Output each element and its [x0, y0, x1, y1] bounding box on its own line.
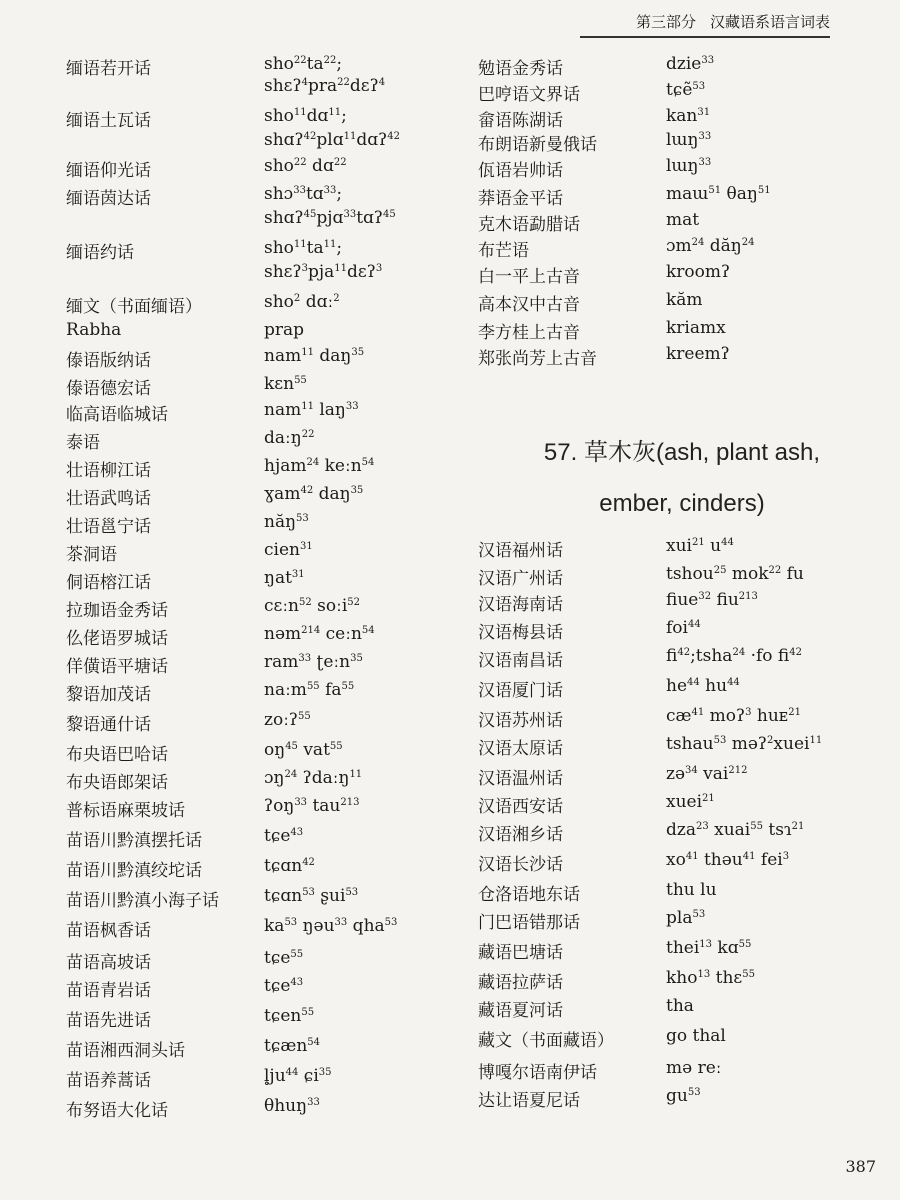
language-name: 仓洛语地东话	[478, 885, 580, 905]
word-form: tshou$^{25}$ mok$^{22}$ fu	[666, 564, 804, 584]
entry-row	[0, 1036, 470, 1062]
word-form: ɔŋ$^{24}$ ʔdaːŋ$^{11}$	[264, 768, 363, 788]
entry-row	[470, 646, 900, 672]
entry-row	[470, 564, 900, 590]
word-form: kriamx	[666, 318, 726, 338]
entry-row	[0, 320, 470, 346]
entry-row	[0, 540, 470, 566]
language-name: 白一平上古音	[478, 267, 580, 287]
entry-row	[0, 106, 470, 132]
language-name: 佯僙语平塘话	[66, 657, 168, 677]
entry-row	[0, 680, 470, 706]
word-form: kan$^{31}$	[666, 106, 711, 126]
language-name: 缅语仰光话	[66, 161, 151, 181]
language-name: 勉语金秀话	[478, 59, 563, 79]
word-form: nam$^{11}$ daŋ$^{35}$	[264, 346, 365, 366]
entry-row	[0, 652, 470, 678]
section-heading-line-2: ember, cinders)	[599, 490, 765, 517]
word-form: sho$^{22}$ dɑ$^{22}$	[264, 156, 347, 176]
entry-row	[470, 1058, 900, 1084]
language-name: 佤语岩帅话	[478, 161, 563, 181]
header-part: 第三部分	[635, 13, 696, 31]
entry-row	[470, 210, 900, 236]
section-heading-line-1: 57. 草木灰(ash, plant ash,	[543, 439, 821, 466]
entry-row	[0, 1066, 470, 1092]
language-name: 巴哼语文界话	[478, 85, 580, 105]
language-name: 博嘎尔语南伊话	[478, 1063, 597, 1083]
word-form: prap	[264, 320, 305, 340]
language-name: Rabha	[66, 320, 122, 340]
entry-row	[470, 54, 900, 80]
entry-row	[0, 512, 470, 538]
language-name: 汉语福州话	[478, 541, 563, 561]
entry-row	[470, 590, 900, 616]
word-form: foi$^{44}$	[666, 618, 701, 638]
entry-row	[470, 106, 900, 132]
word-form: nam$^{11}$ laŋ$^{33}$	[264, 400, 359, 420]
language-name: 傣语版纳话	[66, 351, 151, 371]
language-name: 汉语广州话	[478, 569, 563, 589]
entry-row	[470, 1086, 900, 1112]
word-form: $he^{44}$ $hu^{44}$	[666, 676, 740, 696]
entry-row	[470, 820, 900, 846]
word-form: $l̥ju^{44}$ ɕi$^{35}$	[264, 1066, 332, 1086]
entry-row	[0, 826, 470, 852]
entry-row	[0, 596, 470, 622]
language-name: 汉语西安话	[478, 797, 563, 817]
word-form: $fi^{42};tsha^{24} \cdot fo$ $fi^{42}$	[666, 646, 802, 666]
entry-row	[470, 156, 900, 182]
word-form: sho$^{11}$dɑ$^{11}$;	[264, 106, 347, 126]
entry-row	[470, 618, 900, 644]
language-name: 布努语大化话	[66, 1101, 168, 1121]
word-form: shɑʔ$^{45}$pjɑ$^{33}$tɑʔ$^{45}$	[264, 208, 396, 228]
word-form: kho$^{13}$ thɛ$^{55}$	[666, 968, 755, 988]
language-name: 布央语巴哈话	[66, 745, 168, 765]
entry-row	[0, 710, 470, 736]
word-form: $cæ^{41}$ moʔ$^3$ huᴇ$^{21}$	[666, 706, 801, 726]
word-form: pla$^{53}$	[666, 908, 706, 928]
word-form: xuei$^{21}$	[666, 792, 715, 812]
language-name: 苗语川黔滇摆托话	[66, 831, 202, 851]
entry-row	[0, 208, 470, 234]
entry-row	[0, 400, 470, 426]
language-name: 苗语养蒿话	[66, 1071, 151, 1091]
language-name: 莽语金平话	[478, 189, 563, 209]
word-form: tɕe$^{43}$	[264, 826, 304, 846]
entry-row	[470, 968, 900, 994]
word-form: naːm$^{55}$ $fa^{55}$	[264, 680, 355, 700]
language-name: 壮语邕宁话	[66, 517, 151, 537]
language-name: 缅语约话	[66, 243, 134, 263]
word-form: θhuŋ$^{33}$	[264, 1096, 320, 1116]
language-name: 藏文（书面藏语）	[478, 1031, 614, 1051]
entry-row	[470, 938, 900, 964]
language-name: 拉珈语金秀话	[66, 601, 168, 621]
language-name: 泰语	[66, 433, 100, 453]
language-name: 汉语苏州话	[478, 711, 563, 731]
language-name: 苗语青岩话	[66, 981, 151, 1001]
entry-row	[470, 344, 900, 370]
entry-row	[0, 238, 470, 264]
language-name: 苗语枫香话	[66, 921, 151, 941]
language-name: 布央语郎架话	[66, 773, 168, 793]
entry-row	[470, 130, 900, 156]
word-form: tɕɑn$^{42}$	[264, 856, 315, 876]
word-form: $ka^{53}$ ŋəu$^{33}$ qha$^{53}$	[264, 916, 398, 936]
word-form: tɕen$^{55}$	[264, 1006, 315, 1026]
language-name: 汉语长沙话	[478, 855, 563, 875]
word-form: ŋat$^{31}$	[264, 568, 305, 588]
entry-row	[0, 740, 470, 766]
entry-row	[0, 428, 470, 454]
word-form: sho$^2$ dɑː$^2$	[264, 292, 340, 312]
language-name: 汉语海南话	[478, 595, 563, 615]
entry-row	[0, 624, 470, 650]
word-form: $xo^{41}$ thəu$^{41}$ fei$^3$	[666, 850, 790, 870]
entry-row	[0, 76, 470, 102]
word-form: thu lu	[666, 880, 717, 900]
entry-row	[470, 908, 900, 934]
language-name: 普标语麻栗坡话	[66, 801, 185, 821]
word-form: dzie$^{33}$	[666, 54, 715, 74]
language-name: 高本汉中古音	[478, 295, 580, 315]
word-form: go thal	[666, 1026, 726, 1046]
language-name: 布芒语	[478, 241, 529, 261]
entry-row	[0, 346, 470, 372]
language-name: 汉语南昌话	[478, 651, 563, 671]
word-form: kăm	[666, 290, 703, 310]
word-form: xui$^{21}$ $u^{44}$	[666, 536, 734, 556]
word-form: dza$^{23}$ xuai$^{55}$ tsɿ$^{21}$	[666, 820, 805, 840]
word-form: mat	[666, 210, 700, 230]
word-form: fiue$^{32}$ fiu$^{213}$	[666, 590, 758, 610]
entry-row	[470, 236, 900, 262]
word-form: kɛn$^{55}$	[264, 374, 307, 394]
language-name: 达让语夏尼话	[478, 1091, 580, 1111]
entry-row	[0, 130, 470, 156]
language-name: 茶洞语	[66, 545, 117, 565]
language-name: 缅语若开话	[66, 59, 151, 79]
entry-row	[0, 568, 470, 594]
word-form: tɕe$^{55}$	[264, 948, 304, 968]
entry-row	[0, 886, 470, 912]
word-form: nəm$^{214}$ ceːn$^{54}$	[264, 624, 375, 644]
language-name: 苗语湘西洞头话	[66, 1041, 185, 1061]
word-form: shɔ$^{33}$tɑ$^{33}$;	[264, 184, 343, 204]
language-name: 汉语温州话	[478, 769, 563, 789]
language-name: 汉语太原话	[478, 739, 563, 759]
entry-row	[470, 80, 900, 106]
language-name: 郑张尚芳上古音	[478, 349, 597, 369]
language-name: 藏语拉萨话	[478, 973, 563, 993]
language-name: 苗语川黔滇小海子话	[66, 891, 219, 911]
word-form: $oŋ^{45}$ vat$^{55}$	[264, 740, 343, 760]
language-name: 黎语通什话	[66, 715, 151, 735]
language-name: 傣语德宏话	[66, 379, 151, 399]
entry-row	[0, 484, 470, 510]
entry-row	[0, 292, 470, 318]
word-form: cien$^{31}$	[264, 540, 313, 560]
word-form: zoːʔ$^{55}$	[264, 710, 311, 730]
word-form: ɔm$^{24}$ dăŋ$^{24}$	[666, 236, 755, 256]
language-name: 布朗语新曼俄话	[478, 135, 597, 155]
language-name: 门巴语错那话	[478, 913, 580, 933]
entry-row	[470, 792, 900, 818]
word-form: năŋ$^{53}$	[264, 512, 309, 532]
entry-row	[0, 374, 470, 400]
word-form: tɕẽ$^{53}$	[666, 80, 706, 100]
entry-row	[0, 976, 470, 1002]
entry-row	[470, 764, 900, 790]
word-form: maɯ$^{51}$ θaŋ$^{51}$	[666, 184, 771, 204]
word-form: ram$^{33}$ ʈeːn$^{35}$	[264, 652, 363, 672]
word-form: cɛːn$^{52}$ soːi$^{52}$	[264, 596, 361, 616]
language-name: 壮语柳江话	[66, 461, 151, 481]
entry-row	[0, 184, 470, 210]
entry-row	[0, 156, 470, 182]
entry-row	[470, 184, 900, 210]
entry-row	[470, 850, 900, 876]
entry-row	[470, 706, 900, 732]
language-name: 苗语高坡话	[66, 953, 151, 973]
word-form: tɕe$^{43}$	[264, 976, 304, 996]
language-name: 仫佬语罗城话	[66, 629, 168, 649]
word-form: shɛʔ$^4$pra$^{22}$dɛʔ$^4$	[264, 76, 386, 96]
entry-row	[470, 536, 900, 562]
language-name: 缅语土瓦话	[66, 111, 151, 131]
entry-row	[470, 1026, 900, 1052]
word-form: mə reː	[666, 1058, 722, 1078]
entry-row	[0, 456, 470, 482]
entry-row	[470, 676, 900, 702]
entry-row	[0, 948, 470, 974]
word-form: tshau$^{53}$ məʔ$^2$xuei$^{11}$	[666, 734, 823, 754]
word-form: hjam$^{24}$ keːn$^{54}$	[264, 456, 375, 476]
language-name: 李方桂上古音	[478, 323, 580, 343]
language-name: 畲语陈湖话	[478, 111, 563, 131]
word-form: kroomʔ	[666, 262, 731, 282]
language-name: 苗语川黔滇绞坨话	[66, 861, 202, 881]
language-name: 黎语加茂话	[66, 685, 151, 705]
entry-row	[470, 880, 900, 906]
word-form: ʔoŋ$^{33}$ tau$^{213}$	[264, 796, 360, 816]
word-form: tɕæn$^{54}$	[264, 1036, 321, 1056]
word-form: kreemʔ	[666, 344, 730, 364]
word-form: daːŋ$^{22}$	[264, 428, 315, 448]
word-form: ɣam$^{42}$ daŋ$^{35}$	[264, 484, 364, 504]
entry-row	[470, 734, 900, 760]
running-header	[580, 0, 830, 38]
word-form: $gu^{53}$	[666, 1086, 701, 1106]
word-form: zə$^{34}$ vai$^{212}$	[666, 764, 748, 784]
language-name: 壮语武鸣话	[66, 489, 151, 509]
language-name: 苗语先进话	[66, 1011, 151, 1031]
word-form: tɕɑn$^{53}$ ʂui$^{53}$	[264, 886, 359, 906]
language-name: 缅文（书面缅语）	[66, 297, 202, 317]
word-form: shɛʔ$^3$pja$^{11}$dɛʔ$^3$	[264, 262, 383, 282]
entry-row	[0, 856, 470, 882]
entry-row	[470, 262, 900, 288]
language-name: 藏语夏河话	[478, 1001, 563, 1021]
word-form: shɑʔ$^{42}$plɑ$^{11}$dɑʔ$^{42}$	[264, 130, 400, 150]
entry-row	[0, 1006, 470, 1032]
language-name: 克木语勐腊话	[478, 215, 580, 235]
word-form: thei$^{13}$ kɑ$^{55}$	[666, 938, 752, 958]
entry-row	[470, 996, 900, 1022]
page-number: 387	[845, 1157, 876, 1176]
entry-row	[470, 290, 900, 316]
header-title: 汉藏语系语言词表	[709, 13, 830, 31]
entry-row	[0, 1096, 470, 1122]
entry-row	[0, 796, 470, 822]
language-name: 侗语榕江话	[66, 573, 151, 593]
language-name: 临高语临城话	[66, 405, 168, 425]
language-name: 汉语厦门话	[478, 681, 563, 701]
entry-row	[0, 916, 470, 942]
language-name: 藏语巴塘话	[478, 943, 563, 963]
word-form: $sho^{22}ta^{22}$;	[264, 54, 343, 74]
word-form: lɯŋ$^{33}$	[666, 156, 712, 176]
entry-row	[470, 318, 900, 344]
entry-row	[0, 262, 470, 288]
word-form: tha	[666, 996, 694, 1016]
word-form: $sho^{11}ta^{11}$;	[264, 238, 343, 258]
language-name: 汉语湘乡话	[478, 825, 563, 845]
word-form: lɯŋ$^{33}$	[666, 130, 712, 150]
language-name: 缅语茵达话	[66, 189, 151, 209]
entry-row	[0, 768, 470, 794]
language-name: 汉语梅县话	[478, 623, 563, 643]
